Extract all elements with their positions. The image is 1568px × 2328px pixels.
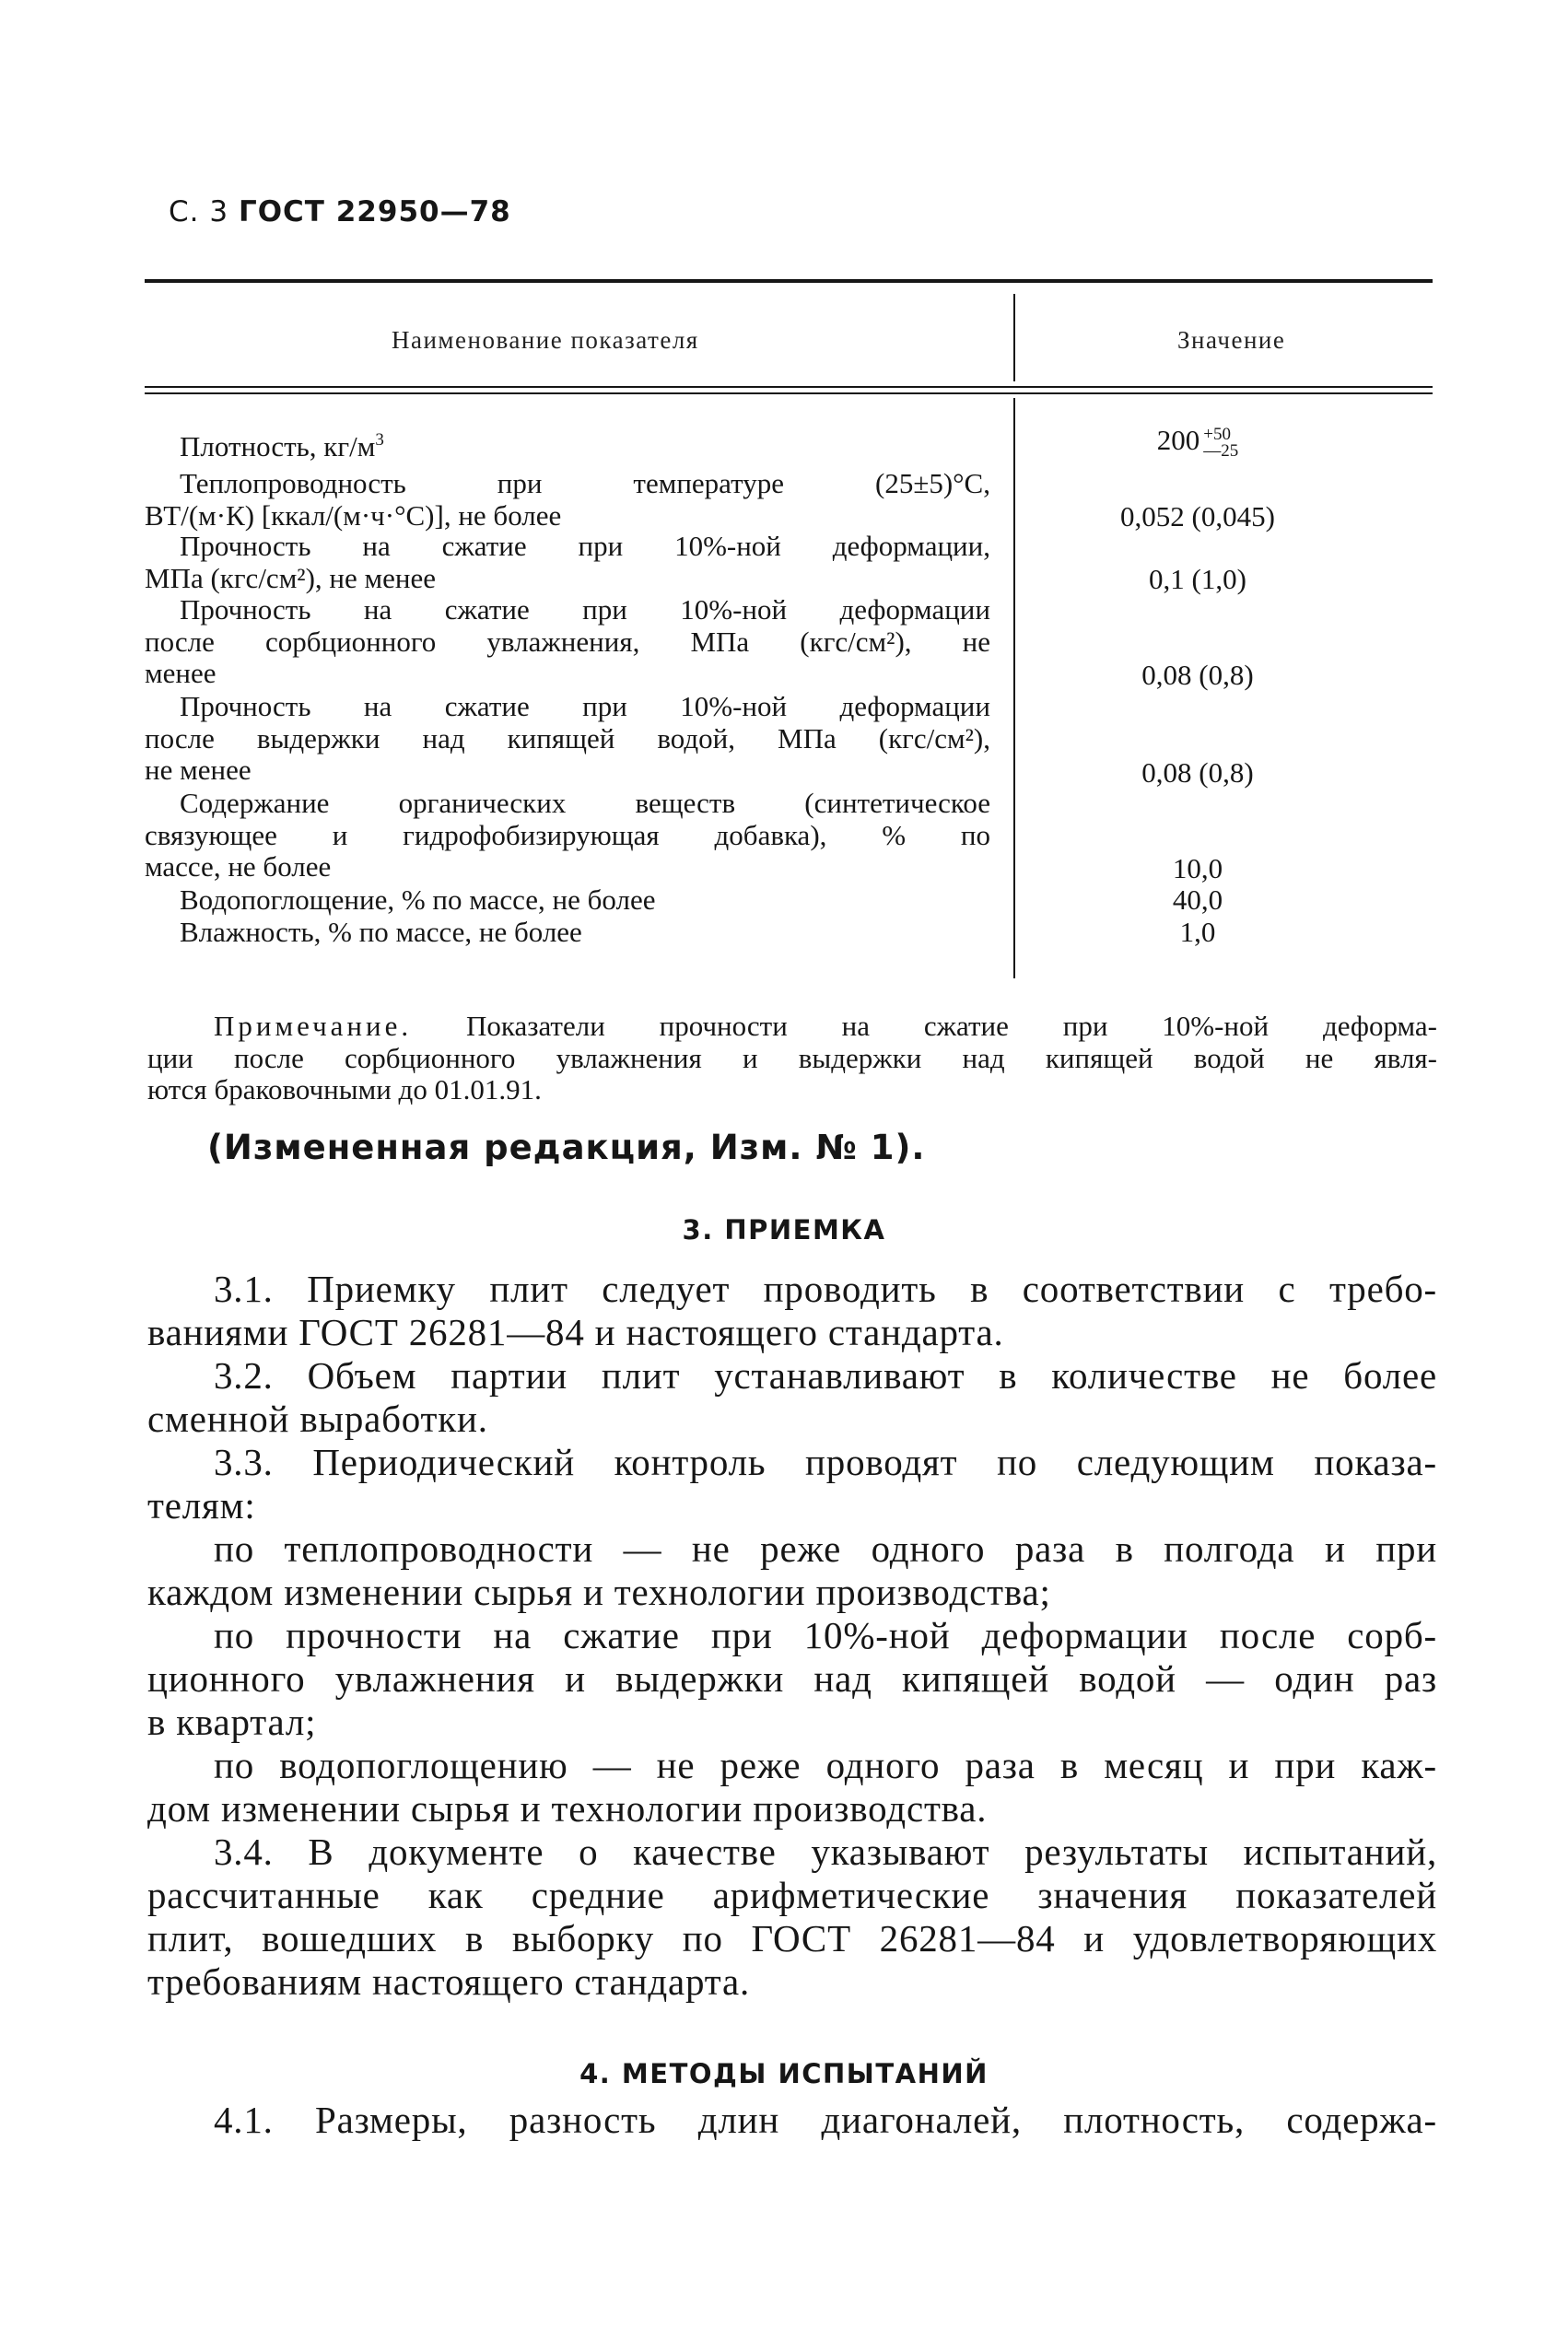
paragraph-line: требованиям настоящего стандарта. — [147, 1960, 751, 2003]
note-text: ции после сорбционного увлажнения и выдержки над кипящей водой не явля- — [147, 1041, 1437, 1074]
table-header-rule-1 — [145, 386, 1433, 388]
row-label: связующее и гидрофобизирующая добавка), % по — [145, 818, 990, 851]
amendment-note: (Измененная редакция, Изм. № 1). — [207, 1128, 926, 1167]
paragraph-line: 3.4. В документе о качестве указывают результаты испытаний, — [214, 1831, 1437, 1873]
paragraph-line: телям: — [147, 1484, 256, 1527]
row-label: массе, не более — [145, 850, 332, 883]
row-label: после выдержки над кипящей водой, МПа (кгс/см²), — [145, 721, 990, 755]
table-row-strength-sorption — [145, 594, 990, 690]
note-text: Показатели прочности на сжатие при 10%-ной деформа- — [465, 1010, 1437, 1042]
standard-id: ГОСТ 22950—78 — [238, 195, 511, 228]
paragraph-line: по водопоглощению — не реже одного раза в месяц и при каж- — [214, 1744, 1437, 1786]
section-body-test-methods — [147, 2099, 1437, 2142]
table-row-conductivity — [145, 468, 990, 532]
column-header-value: Значение — [1177, 326, 1286, 354]
row-label: Прочность на сжатие при 10%-ной деформации, — [180, 530, 990, 562]
tolerance — [1203, 424, 1239, 461]
section-title-test-methods: 4. МЕТОДЫ ИСПЫТАНИЙ — [579, 2058, 989, 2089]
row-label: Водопоглощение, % по массе, не более — [180, 883, 656, 916]
table-column-divider — [1013, 398, 1015, 978]
table-column-divider-top — [1013, 294, 1015, 381]
row-label: Прочность на сжатие при 10%-ной деформации — [180, 690, 990, 722]
value-density — [1059, 425, 1336, 460]
row-label: Содержание органических веществ (синтетическое — [180, 787, 990, 819]
row-label: не менее — [145, 754, 252, 786]
column-header-name: Наименование показателя — [392, 326, 699, 354]
value-humidity: 1,0 — [1179, 916, 1216, 948]
paragraph-line: плит, вошедших в выборку по ГОСТ 26281—84 и удовлетворяющих — [147, 1917, 1437, 1959]
paragraph-line: 3.3. Периодический контроль проводят по следующим показа- — [214, 1441, 1437, 1483]
section-title-acceptance: 3. ПРИЕМКА — [682, 1214, 886, 1246]
note-text: ются браковочными до 01.01.91. — [147, 1073, 542, 1106]
value-strength: 0,1 (1,0) — [1149, 563, 1246, 595]
table-header-rule-2 — [145, 392, 1433, 394]
paragraph-line: 3.2. Объем партии плит устанавливают в количестве не более — [214, 1354, 1437, 1397]
paragraph-line: рассчитанные как средние арифметические значения показателей — [147, 1874, 1437, 1916]
page-number: С. 3 — [169, 195, 229, 228]
table-row-organic — [145, 788, 990, 883]
row-label: Влажность, % по массе, не более — [180, 916, 582, 948]
paragraph-line: по прочности на сжатие при 10%-ной деформации после сорб- — [214, 1614, 1437, 1656]
row-label: Прочность на сжатие при 10%-ной деформации — [180, 593, 990, 626]
table-row-strength-boiling — [145, 691, 990, 787]
row-label: после сорбционного увлажнения, МПа (кгс/см²), не — [145, 625, 990, 658]
table-row-density — [145, 425, 990, 463]
value-water-absorption: 40,0 — [1172, 883, 1223, 916]
value-text: 200 — [1156, 424, 1200, 456]
paragraph-line: ваниями ГОСТ 26281—84 и настоящего стандарта. — [147, 1311, 1004, 1353]
paragraph-line: 3.1. Приемку плит следует проводить в соответствии с требо- — [214, 1268, 1437, 1310]
note-label: Примечание. — [214, 1010, 413, 1042]
value-strength-boiling: 0,08 (0,8) — [1141, 756, 1254, 789]
value-organic: 10,0 — [1172, 852, 1223, 884]
paragraph-line: каждом изменении сырья и технологии производства; — [147, 1571, 1051, 1613]
tolerance-minus: —25 — [1203, 440, 1239, 461]
superscript: 3 — [375, 430, 384, 450]
table-note — [147, 1011, 1437, 1106]
table-top-rule — [145, 279, 1433, 283]
paragraph-line: ционного увлажнения и выдержки над кипящей водой — один раз — [147, 1657, 1437, 1700]
row-label: Плотность, кг/м — [180, 430, 376, 462]
table-row-humidity — [145, 917, 990, 949]
paragraph-line: сменной выработки. — [147, 1398, 488, 1440]
table-row-water-absorption — [145, 884, 990, 917]
row-label: ВТ/(м·К) [ккал/(м·ч·°С)], не более — [145, 498, 562, 532]
row-label: Теплопроводность при температуре (25±5)°С, — [180, 467, 990, 499]
page-header — [169, 195, 511, 228]
paragraph-line: по теплопроводности — не реже одного раза в полгода и при — [214, 1527, 1437, 1570]
paragraph-line: дом изменении сырья и технологии производства. — [147, 1787, 988, 1830]
row-label: МПа (кгс/см²), не менее — [145, 561, 437, 594]
table-row-strength — [145, 531, 990, 594]
tolerance-plus: +50 — [1203, 424, 1231, 444]
paragraph-line: в квартал; — [147, 1701, 317, 1743]
value-conductivity: 0,052 (0,045) — [1120, 500, 1275, 532]
row-label: менее — [145, 657, 216, 689]
value-strength-sorption: 0,08 (0,8) — [1141, 659, 1254, 691]
paragraph-line: 4.1. Размеры, разность длин диагоналей, плотность, содержа- — [214, 2099, 1437, 2141]
section-body-acceptance — [147, 1268, 1437, 2004]
